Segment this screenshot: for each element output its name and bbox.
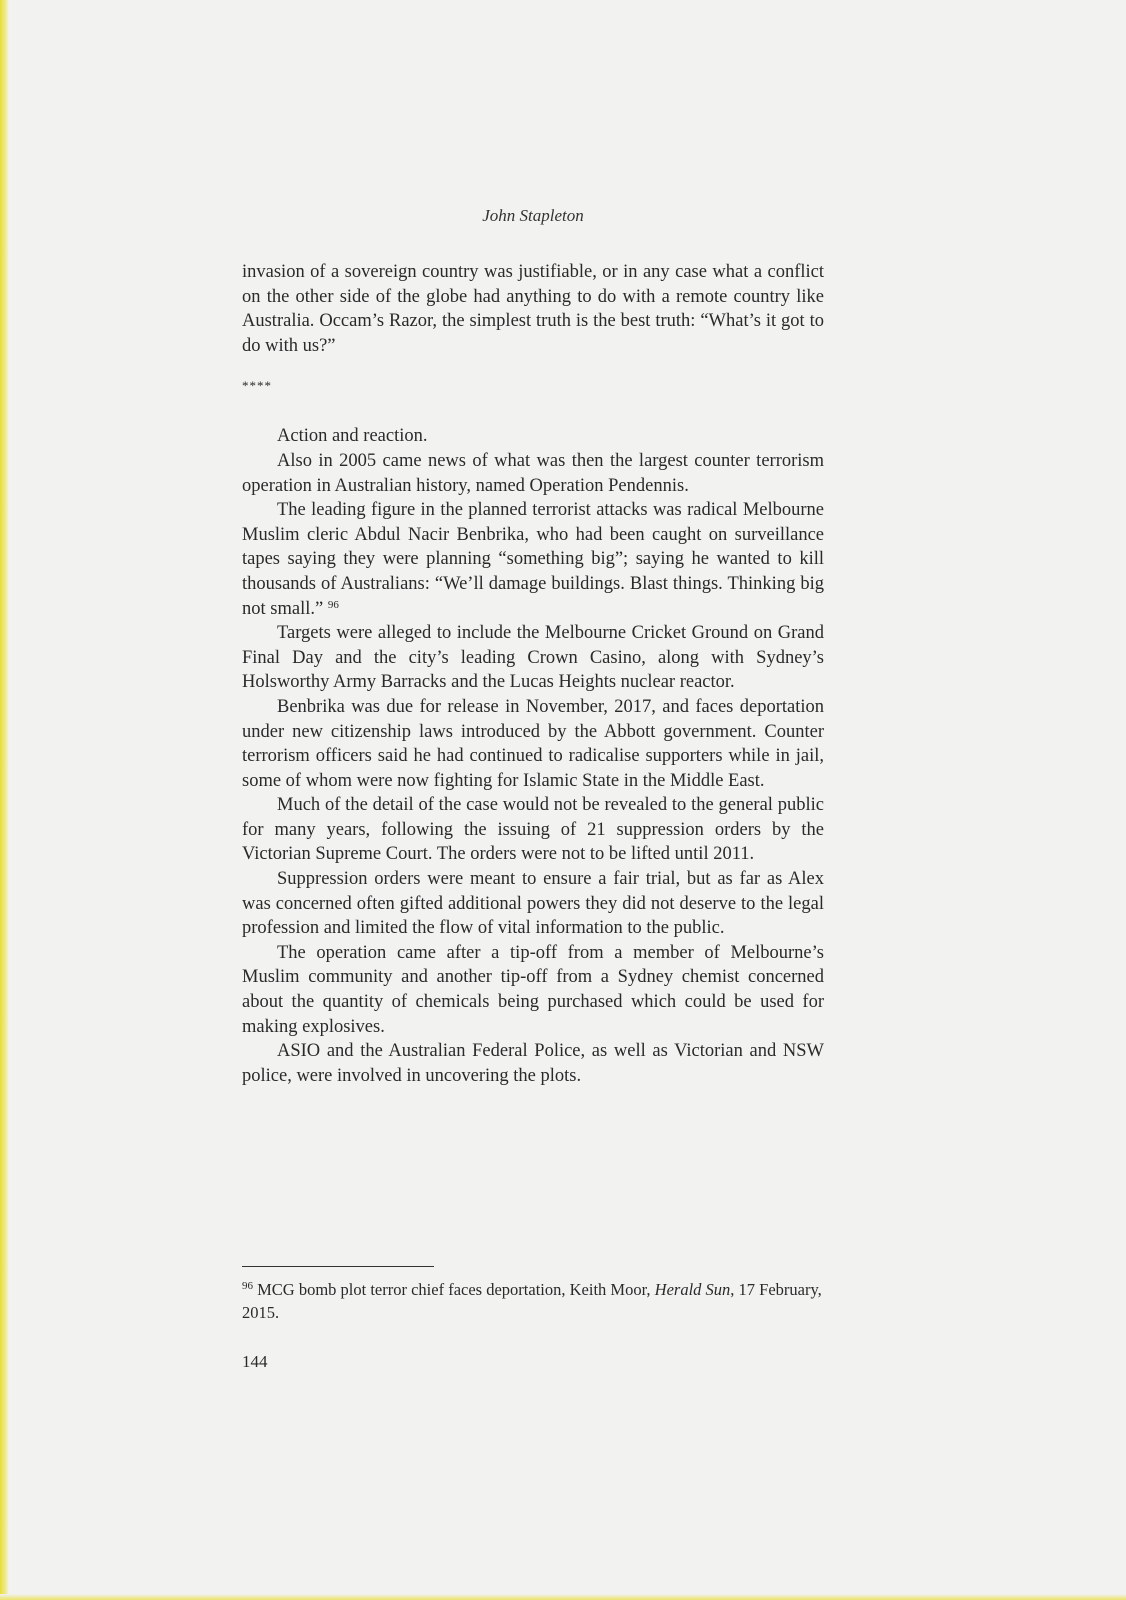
- paragraph: Also in 2005 came news of what was then the largest counter terrorism operation in Australian history, named Operation Pendennis.: [242, 450, 824, 496]
- footnote-number: 96: [242, 1280, 253, 1292]
- page-number: 144: [242, 1352, 268, 1371]
- footnote-reference: 96: [327, 598, 339, 611]
- paragraph: [242, 498, 824, 621]
- paragraph: Much of the detail of the case would not be revealed to the general public for many years, following the issuing of 21 suppression orders by the Victorian Supreme Court. The orders were not to be lifted until 2011.: [242, 795, 824, 865]
- footnote-publication: Herald Sun: [654, 1280, 731, 1299]
- opening-paragraph: invasion of a sovereign country was justifiable, or in any case what a conflict on the other side of the globe had anything to do with a remote country like Australia. Occam’s Razor, the simplest truth is the best truth: “What’s it got to do with us?”: [242, 262, 824, 356]
- paragraph: Targets were alleged to include the Melbourne Cricket Ground on Grand Final Day and the city’s leading Crown Casino, along with Sydney’s Holsworthy Army Barracks and the Lucas Heights nuclear reactor.: [242, 623, 824, 693]
- footnote-text-end: , 17 February, 2015.: [242, 1280, 822, 1322]
- body-text: [242, 260, 824, 1088]
- paragraph: Suppression orders were meant to ensure a fair trial, but as far as Alex was concerned often gifted additional powers they did not deserve to the legal profession and limited the flow of vital information to the public.: [242, 869, 824, 939]
- section-separator: ****: [242, 378, 272, 394]
- paragraph: Benbrika was due for release in November, 2017, and faces deportation under new citizenship laws introduced by the Abbott government. Counter terrorism officers said he had continued to radicalise supporters while in jail, some of whom were now fighting for Islamic State in the Middle East.: [242, 696, 824, 791]
- footnote-text: MCG bomb plot terror chief faces deportation, Keith Moor,: [257, 1280, 655, 1299]
- page-edge-left: [0, 0, 9, 1600]
- paragraph: The operation came after a tip-off from a member of Melbourne’s Muslim community and another tip-off from a Sydney chemist concerned about the quantity of chemicals being purchased which could be used for making explosives.: [242, 942, 824, 1037]
- paragraph: ASIO and the Australian Federal Police, as well as Victorian and NSW police, were involved in uncovering the plots.: [242, 1041, 824, 1086]
- footnote: [242, 1278, 824, 1324]
- running-head: John Stapleton: [482, 206, 584, 225]
- paragraph-text: The leading figure in the planned terrorist attacks was radical Melbourne Muslim cleric Abdul Nacir Benbrika, who had been caught on surveillance tapes saying they were planning “something big”; saying he wanted to kill thousands of Australians: “We’ll damage buildings. Blast things. Thinking big not small.”: [242, 500, 824, 619]
- paragraph: Action and reaction.: [277, 426, 428, 447]
- footnote-rule: [242, 1266, 434, 1267]
- page-edge-bottom: [0, 1594, 1126, 1600]
